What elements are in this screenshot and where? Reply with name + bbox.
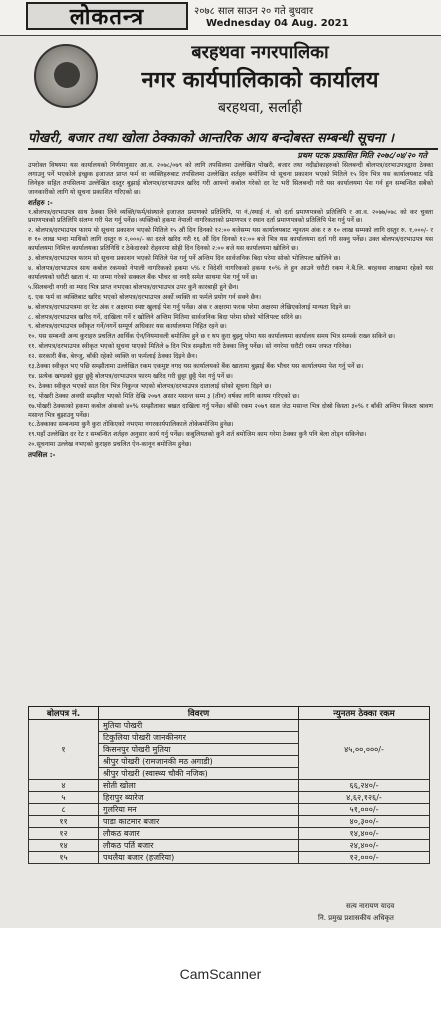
conditions-title: शर्तहरु :- [28, 198, 53, 207]
condition-item: १८.ठेक्काका सम्बन्धमा कुनै कुरा तोकिएको नभएमा नगरकार्यपालिकाले तोकेबमोजिम हुनेछ। [28, 421, 234, 429]
item-description: मुतिया पोखरी [99, 720, 299, 732]
condition-item: १.बोलपत्र/दरभाउपत्र साथ ठेक्का लिने व्यक्ति/फर्म/संस्थाले इजाजत प्रमाणको प्रतिलिपि, पा नं./स्थाई नं. को दर्ता प्रमाणपत्रको प्रतिलिपि र आ.व. २०७७/०७८ को कर चुक्ता प्रमाणपत्रको प्रतिलिपि संलग्न गरी पेश गर्नु पर्नेछ। व्यक्तिको हकमा नेपाली नागरिकताको प्रमाणपत्र र स्थान दर्ता प्रमाणपत्रको प्रतिलिपि पेश गर्नु पर्ने छ। [28, 208, 433, 225]
condition-item: ११. बोलपत्र/दरभाउपत्र स्वीकृत भएको सूचना पाएको मितिले ७ दिन भित्र सम्झौता गरी ठेक्का लिनु पर्नेछ। सो नगरेमा धरौटी रकम जफत गरिनेछ। [28, 343, 352, 351]
condition-item: २. बोलपत्र/दरभाउपत्र फारम यो सूचना प्रकाशन भएको मितिले १५ औं दिन दिनको १२:०० बजेसम्म यस कार्यालयबाट न्युनतम अंक र रु १० लाख सम्मको लागि दस्तुर रु. १,०००/- र रु १० लाख भन्दा माथिको लागि दस्तुर रु २,०००/- का दरले खरिद गरी १६ औं दिन दिनको १२:०० बजे भित्र यस कार्यालयमा दर्ता गरी सक्नु पर्नेछ। उक्त बोलपत्र/दरभाउपत्र यस कार्यालयमा निमित्त कार्यालयका प्रतिनिधि र ठेकेदारको रोहवरमा सोही दिन दिनको २:०० बजे यस कार्यालयमा खोलिने छ। [28, 227, 433, 253]
minimum-amount: ५१,०००/- [299, 804, 430, 816]
minimum-amount: ४,६२,१२६/- [299, 792, 430, 804]
publication-date: प्रथम पटक प्रकाशित मिति २०७८/०४/२० गते [297, 151, 427, 160]
notice-headline: पोखरी, बजार तथा खोला ठेक्काको आन्तरिक आय बन्दोबस्त सम्बन्धी सूचना । [28, 128, 438, 150]
bid-number: ११ [29, 816, 99, 828]
item-description: हिरापुर ब्यारेज [99, 792, 299, 804]
item-description: लौकठ बजार [99, 828, 299, 840]
condition-item: १६. पोखरी ठेक्का अवधी सम्झौता भएको मिति देखि २०७९ असार मसान्त सम्म ३ (तीन) वर्षका लागि कायम गरिएको छ। [28, 392, 300, 400]
condition-item: २०.सूचनामा उल्लेख नभएको कुराहरु प्रचलित ऐन-कानून बमोजिम हुनेछ। [28, 441, 192, 449]
item-description: सोती खोला [99, 780, 299, 792]
minimum-amount: १२,०००/- [299, 852, 430, 864]
table-row [29, 720, 430, 732]
condition-item: १०. यस सम्बन्धी अन्य कुराहरु प्रचलित आर्थिक ऐन/नियमावली बमोजिम हुने छ र थप कुरा बुझ्नु परेमा यस कार्यालयमा कार्यालय समय भित्र सम्पर्क राख्न सकिने छ। [28, 333, 396, 341]
condition-item: ८. बोलपत्र/दरभाउपत्र खरिद गर्ने, दाखिला गर्ने र खोलिने अन्तिम मितिमा सार्वजनिक बिदा परेमा सोको भोलिपल्ट सरिने छ। [28, 313, 302, 321]
item-description: लौकठ पर्ति बजार [99, 840, 299, 852]
signatory-title: नि. प्रमुख प्रशासकीय अधिकृत [318, 914, 394, 922]
table-header-row [29, 707, 430, 720]
tender-table [28, 706, 430, 864]
condition-item: ५.सिलबन्दी नगरी वा म्याद भित्र प्राप्त नभएका बोलपत्र/दरभाउपत्र उपर कुनै कारबाही हुने छैन। [28, 283, 239, 291]
table-row [29, 840, 430, 852]
camscanner-label: CamScanner [179, 966, 262, 982]
item-description: पाडा काटमार बजार [99, 816, 299, 828]
condition-item: ९. बोलपत्र/दरभाउपत्र स्वीकृत गर्ने/नगर्ने सम्पूर्ण अधिकार यस कार्यालयमा निहित रहने छ। [28, 323, 227, 331]
date-english: Wednesday 04 Aug. 2021 [206, 18, 349, 29]
condition-item: १७.पोखरी ठेक्काको हकमा कबोल अंकको ४०% सम्झौताका बखत दाखिला गर्नु पर्नेछ। बाँकी रकम २०७९ साल जेठ मसान्त भित्र दोस्रो किस्ता ३०% र बाँकी अन्तिम किस्ता श्रावण मसान्त भित्र बुझाउनु पर्नेछ। [28, 402, 433, 419]
bid-number: ५ [29, 792, 99, 804]
item-description: टिकुलिया पोखरी जानकीनगर [99, 732, 299, 744]
header-description: विवरण [99, 707, 299, 720]
condition-item: १९.यहाँ उल्लेखित दर रेट र सम्बन्धित शर्तहरु अनुसार कार्य गर्नु पर्नेछ। कबुलियतको कुनै शर्त बमोजिम काम गरेमा ठेक्का कुनै पनि बेला तोड्न सकिनेछ। [28, 431, 367, 439]
condition-item: ४. बोलपत्र/दरभाउपत्र साथ कबोल रकमको नेपाली नागरिकको हकमा ५% र विदेशी नागरिकको हकमा १०% ले हुन आउने धरौटी रकम ने.बै.लि. बरहथवा शाखामा रहेको यस कार्यालयको धरौटी खाता नं. मा जम्मा गरेको सक्कल बैंक भौचर वा नगदै समेत साथमा पेश गर्नु पर्ने छ। [28, 264, 433, 281]
bid-number: १२ [29, 828, 99, 840]
condition-item: ७. बोलपत्र/दरभाउपत्रमा दर रेट अंक र अक्षरमा स्पष्ट खुलाई पेश गर्नु पर्नेछ। अंक र अक्षरमा फरक परेमा अक्षरमा लेखिएकोलाई मान्यता दिइने छ। [28, 303, 351, 311]
condition-item: ६. एक फर्म वा व्यक्तिबाट खरिद भएको बोलपत्र/दरभाउपत्र अर्को व्यक्ति वा फर्मले प्रयोग गर्न सक्ने छैन। [28, 293, 262, 301]
bid-number: १५ [29, 852, 99, 864]
masthead [0, 0, 441, 36]
minimum-amount: ६६,२४०/- [299, 780, 430, 792]
notice-body [28, 162, 433, 461]
condition-item: ३. बोलपत्र/दरभाउपत्र फारम सो सूचना प्रकाशन भएको मितिले पेश गर्नु पर्ने अन्तिम दिन सार्वजनिक बिदा परेमा सोको भोलिपल्ट खोलिने छ। [28, 255, 341, 263]
condition-item: १४. प्रत्येक खण्डको छुट्टा छुट्टै बोलपत्र/दरभाउपत्र फारम खरिद गरी छुट्टा छुट्टै पेश गर्नु पर्ने छ। [28, 372, 233, 380]
item-description: श्रीपुर पोखरी (रामजानकी मठ अगाडी) [99, 756, 299, 768]
bid-number: १४ [29, 840, 99, 852]
bid-number: ४ [29, 780, 99, 792]
minimum-amount: २४,४००/- [299, 840, 430, 852]
table-row [29, 828, 430, 840]
minimum-amount: १४,४००/- [299, 828, 430, 840]
notice-intro: उपरोक्त विषयमा यस कार्यालयको निर्णयानुसार आ.व. २०७८/०७९ को लागि तपसिलमा उल्लेखित पोखरी, बजार तथा नदीढोकाहरुको सिलबन्दी बोलपत्र/दरभाउपत्रद्वारा ठेक्का लगाउनु पर्ने भएकोले इच्छुक इजाजत प्राप्त फर्म वा व्यक्तिहरुबाट तपसिलमा उल्लेखित शर्तहरु बमोजिम यो सूचना प्रकाशन भएको मितिले १५ दिन भित्र यस कार्यालयबाट पढि लिनेहरु सहित तपसिलमा उल्लेखित दस्तुर बुझाई बोलपत्र/दरभाउपत्र खरिद गरी आफ्नो कबोल गरेको दर रेट भरी सिलबन्दी गरी यस कार्यालयमा पेश गर्न हुन सम्बन्धित सबैको जानकारीको लागि यो सूचना प्रकाशित गरिएको छ। [28, 162, 433, 196]
table-row [29, 792, 430, 804]
org-line2: नगर कार्यपालिकाको कार्यालय [141, 67, 379, 93]
condition-item: १५. ठेक्का स्वीकृत भएको सात दिन भित्र निकुन्ज भएको बोलपत्र/दरभाउपत्र दातालाई सोको सूचना दिइने छ। [28, 382, 272, 390]
conditions-list [28, 209, 433, 451]
item-description: पथलैया बजार (हजरिया) [99, 852, 299, 864]
municipality-emblem-icon [34, 44, 98, 108]
item-description: श्रीपुर पोखरी (स्वास्थ्य चौकी नजिक) [99, 768, 299, 780]
condition-item: १२. सरकारी बैंक, बेरुजु, बाँकी रहेको व्यक्ति वा फर्मलाई ठेक्का दिइने छैन। [28, 353, 198, 361]
newspaper-logo [26, 2, 188, 30]
date-nepali: २०७८ साल साउन २० गते बुधवार [194, 6, 314, 17]
header-min-amount: न्युनतम ठेक्का रकम [299, 707, 430, 720]
bid-number: १ [29, 720, 99, 780]
table-body [29, 720, 430, 864]
table-row [29, 816, 430, 828]
org-line1: बरहथवा नगरपालिका [191, 42, 329, 63]
signatory-name: सत्य नारायण यादव [346, 902, 395, 910]
table-row [29, 852, 430, 864]
logo-text: लोकतन्त्र [69, 5, 145, 30]
table-row [29, 780, 430, 792]
minimum-amount: ४०,३००/- [299, 816, 430, 828]
minimum-amount: ४५,००,०००/- [299, 720, 430, 780]
item-description: गुलरिया मन [99, 804, 299, 816]
item-description: किसनपुर पोखरी मुतिया [99, 744, 299, 756]
condition-item: १३.ठेक्का स्वीकृत भए पछि सम्झौतामा उल्लेखित रकम एकमुष्ट नगद यस कार्यालयको बैंक खातामा बुझाई बैंक भौचर यस कार्यालयमा पेश गर्नु पर्ने छ। [28, 363, 364, 371]
table-row [29, 804, 430, 816]
header-bid-no: बोलपत्र नं. [29, 707, 99, 720]
bid-number: ८ [29, 804, 99, 816]
org-line3: बरहथवा, सर्लाही [217, 100, 303, 116]
annex-title: तपसिल :- [28, 451, 56, 460]
